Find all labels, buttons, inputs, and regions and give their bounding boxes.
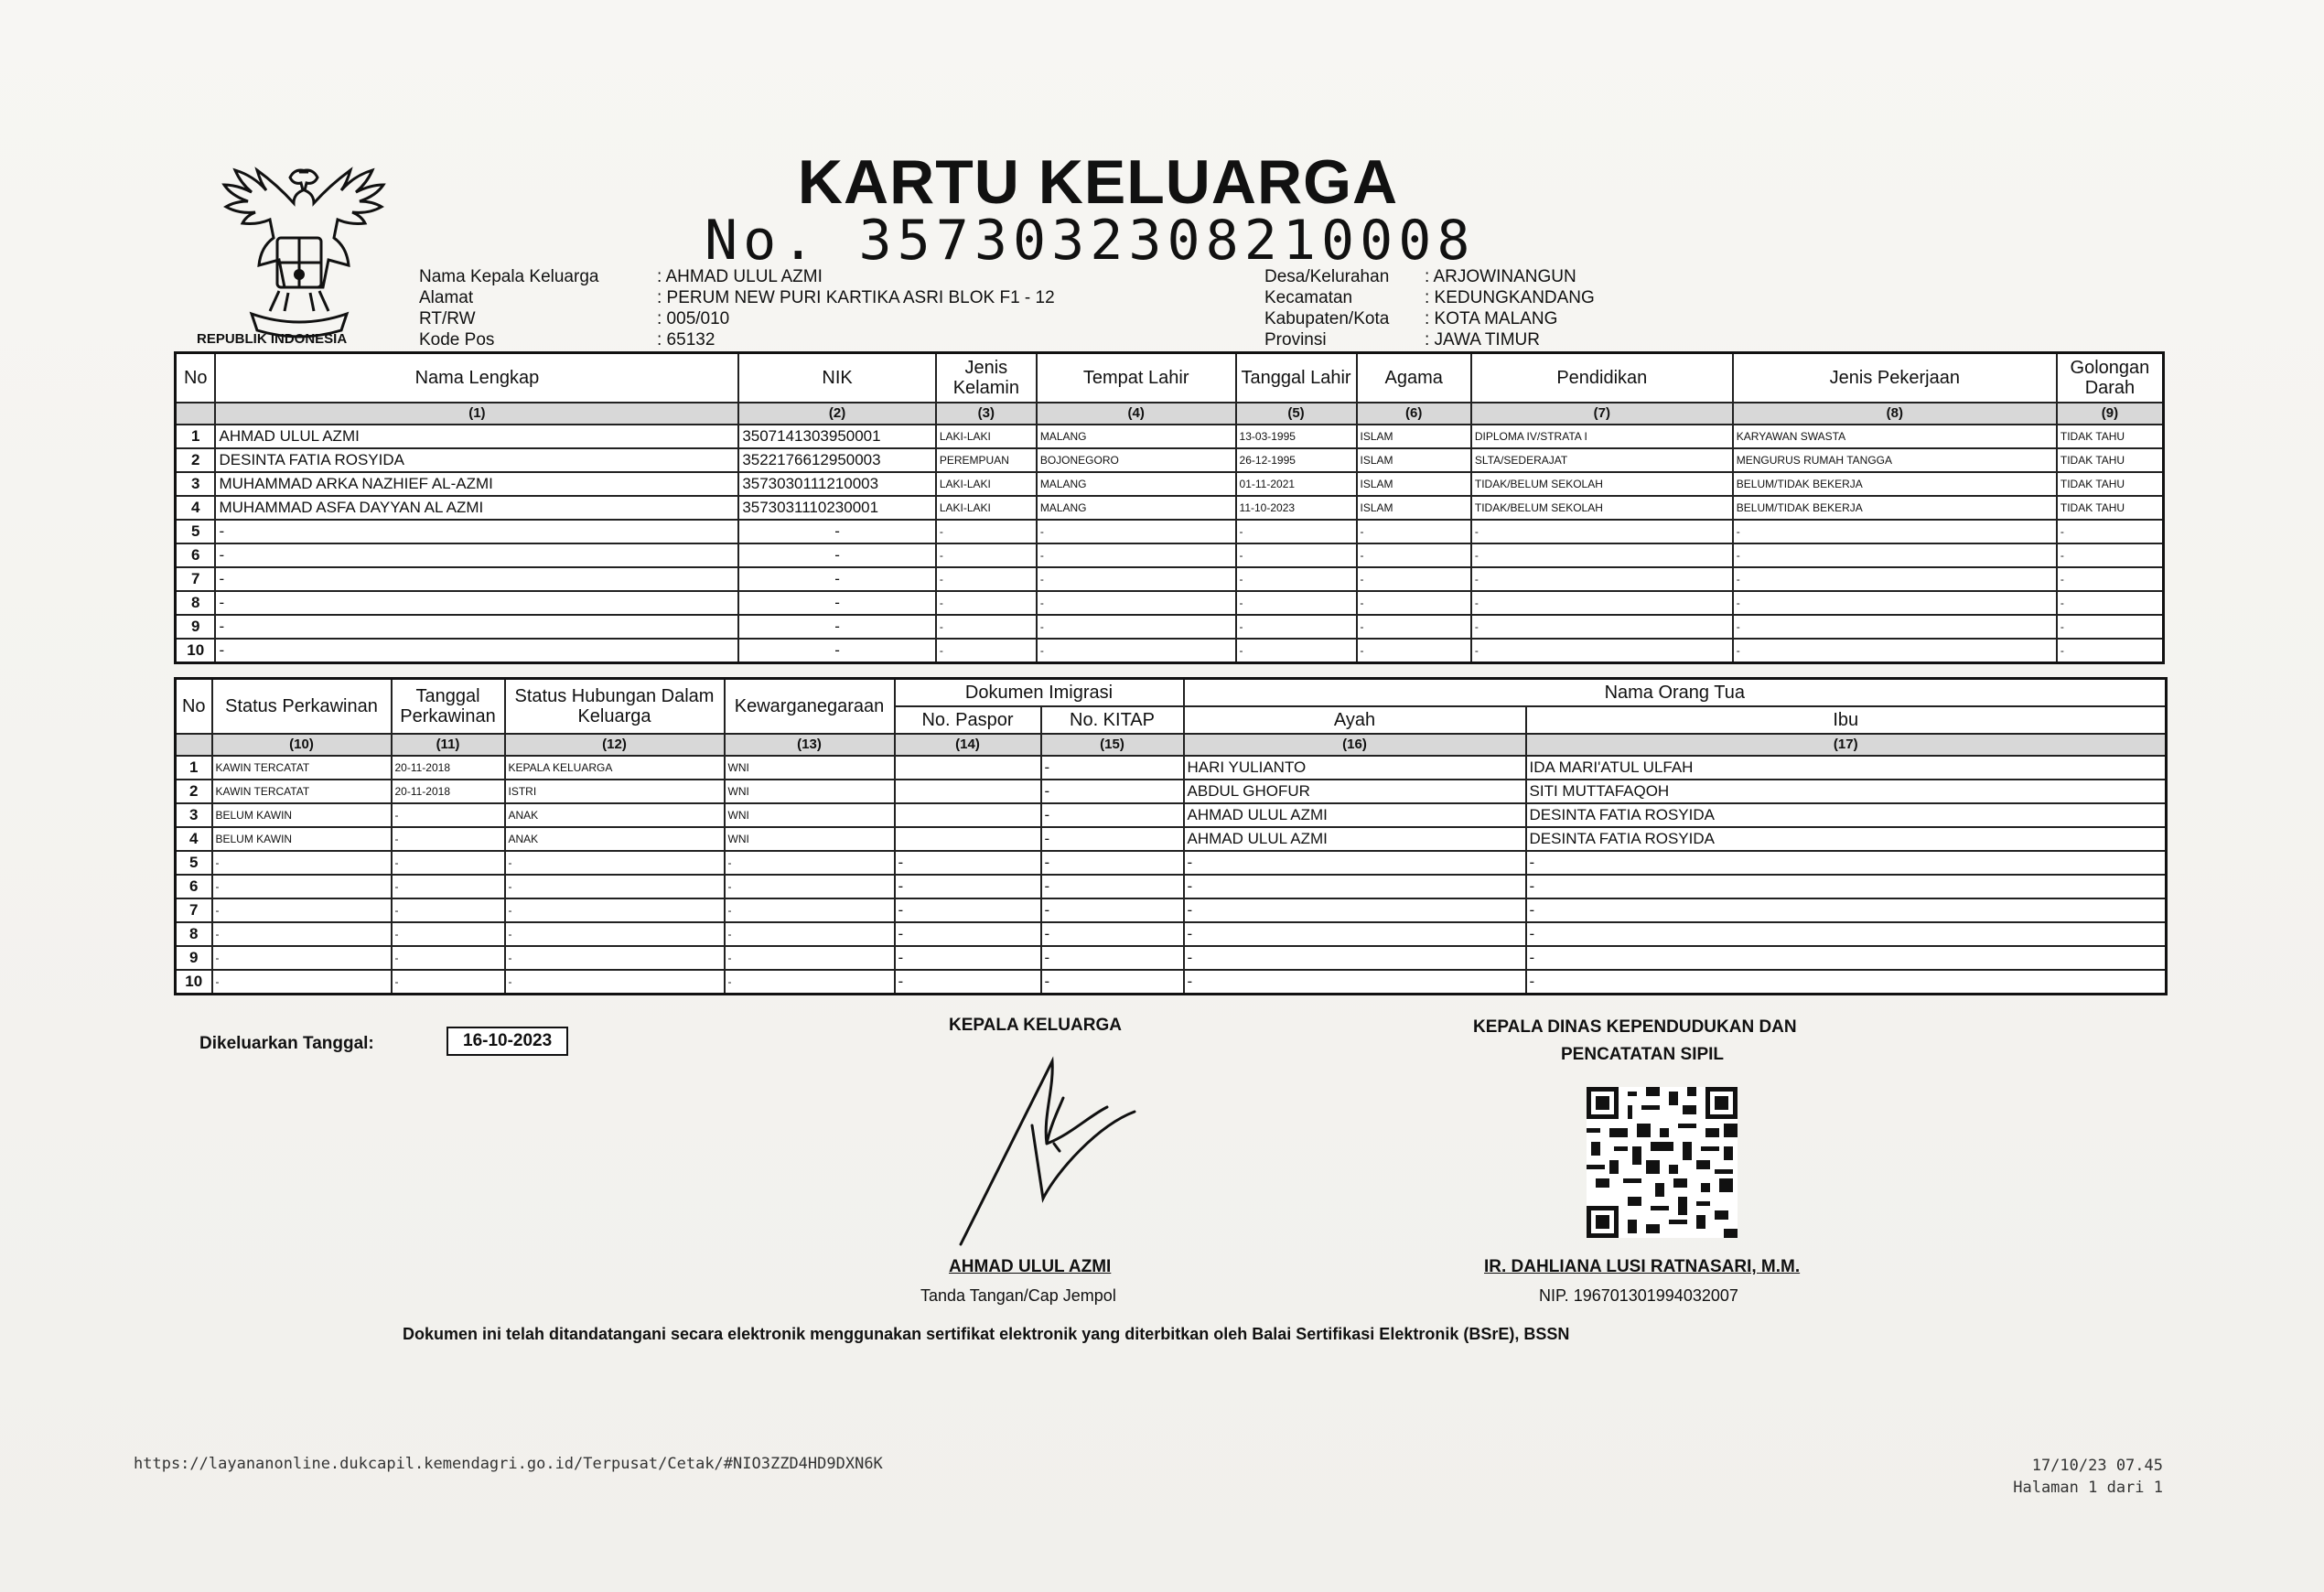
col-header: Dokumen Imigrasi	[895, 679, 1184, 706]
table-cell: -	[392, 875, 505, 898]
col-header: No. KITAP	[1041, 706, 1184, 734]
header-row-kodepos: Kode Pos : 65132	[419, 330, 715, 350]
table-cell: TIDAK TAHU	[2057, 425, 2164, 448]
table-cell: LAKI-LAKI	[936, 472, 1037, 496]
footer-page: Halaman 1 dari 1	[2013, 1479, 2163, 1497]
table-cell: -	[212, 851, 392, 875]
table-cell: BELUM KAWIN	[212, 803, 392, 827]
table-cell: -	[392, 898, 505, 922]
table-cell: -	[1733, 639, 2057, 663]
table-cell: -	[1041, 970, 1184, 995]
table-cell: MALANG	[1037, 496, 1236, 520]
table-cell: -	[2057, 615, 2164, 639]
header-row-provinsi: Provinsi : JAWA TIMUR	[1264, 330, 1540, 350]
table-cell: -	[215, 591, 738, 615]
table-header-row	[176, 679, 2167, 706]
table-row	[176, 496, 2164, 520]
table-cell: 13-03-1995	[1236, 425, 1357, 448]
table-cell: -	[2057, 543, 2164, 567]
qr-code-icon	[1587, 1087, 1738, 1238]
table-cell: -	[1733, 591, 2057, 615]
table-cell: -	[738, 543, 936, 567]
table-cell: -	[392, 922, 505, 946]
electronic-signature-statement: Dokumen ini telah ditandatangani secara elektronik menggunakan sertifikat elektronik yang diterbitkan oleh Balai Sertifikasi Elektronik (BSrE), BSSN	[403, 1325, 1570, 1343]
table-cell: -	[936, 615, 1037, 639]
table-cell: WNI	[725, 803, 895, 827]
table-cell: -	[936, 567, 1037, 591]
table-cell: -	[392, 851, 505, 875]
table-cell: -	[215, 639, 738, 663]
col-header: No. Paspor	[895, 706, 1041, 734]
table-cell: -	[2057, 520, 2164, 543]
signature-right-name: IR. DAHLIANA LUSI RATNASARI, M.M.	[1484, 1257, 1801, 1276]
table-cell: IDA MARI'ATUL ULFAH	[1526, 756, 2167, 780]
header-row-kepala: Nama Kepala Keluarga : AHMAD ULUL AZMI	[419, 267, 823, 286]
table-cell: -	[1236, 639, 1357, 663]
table-cell: -	[1041, 946, 1184, 970]
table-cell: -	[936, 520, 1037, 543]
table-row	[176, 756, 2167, 780]
col-number: (4)	[1037, 403, 1236, 425]
row-number: 2	[176, 780, 212, 803]
table-cell: -	[1526, 922, 2167, 946]
table-cell: KARYAWAN SWASTA	[1733, 425, 2057, 448]
table-cell: -	[1357, 639, 1471, 663]
table-cell: -	[1471, 591, 1733, 615]
col-number: (15)	[1041, 734, 1184, 756]
table-cell: 3573030111210003	[738, 472, 936, 496]
table-cell: -	[1037, 615, 1236, 639]
table-cell: -	[936, 591, 1037, 615]
table-cell: ISLAM	[1357, 472, 1471, 496]
row-number: 4	[176, 827, 212, 851]
row-number: 3	[176, 803, 212, 827]
col-header: Nama Orang Tua	[1184, 679, 2167, 706]
table-cell: -	[895, 970, 1041, 995]
table-cell: -	[1471, 543, 1733, 567]
col-number: (11)	[392, 734, 505, 756]
table-cell: TIDAK/BELUM SEKOLAH	[1471, 496, 1733, 520]
row-number: 8	[176, 922, 212, 946]
header-right	[1264, 266, 1595, 350]
table-cell: DESINTA FATIA ROSYIDA	[215, 448, 738, 472]
table-cell: -	[1526, 970, 2167, 995]
table-cell: -	[1041, 803, 1184, 827]
table-cell: -	[1041, 827, 1184, 851]
col-header: No	[176, 679, 212, 734]
table-row	[176, 970, 2167, 995]
col-number: (14)	[895, 734, 1041, 756]
col-header: No	[176, 353, 216, 403]
col-header: NIK	[738, 353, 936, 403]
table-cell: -	[1037, 639, 1236, 663]
table-cell: -	[1471, 567, 1733, 591]
table-cell: -	[1184, 875, 1526, 898]
table-cell: HARI YULIANTO	[1184, 756, 1526, 780]
row-number: 10	[176, 970, 212, 995]
family-members-table	[174, 351, 2165, 664]
col-number: (5)	[1236, 403, 1357, 425]
col-header: Ayah	[1184, 706, 1526, 734]
col-number: (16)	[1184, 734, 1526, 756]
table-cell: -	[1236, 591, 1357, 615]
table-cell: 20-11-2018	[392, 756, 505, 780]
table-cell: -	[738, 591, 936, 615]
row-number: 8	[176, 591, 216, 615]
row-number: 6	[176, 543, 216, 567]
signature-left-title: KEPALA KELUARGA	[949, 1016, 1122, 1035]
table-row	[176, 780, 2167, 803]
table-cell	[895, 756, 1041, 780]
table-cell: MENGURUS RUMAH TANGGA	[1733, 448, 2057, 472]
table-cell: -	[1184, 851, 1526, 875]
col-header: Ibu	[1526, 706, 2167, 734]
garuda-emblem-icon	[197, 154, 403, 355]
table-cell: MALANG	[1037, 425, 1236, 448]
row-number: 2	[176, 448, 216, 472]
table-cell: -	[1184, 970, 1526, 995]
row-number: 6	[176, 875, 212, 898]
table-cell: ANAK	[505, 803, 725, 827]
table-cell: -	[505, 875, 725, 898]
table-cell: -	[738, 615, 936, 639]
table-cell: AHMAD ULUL AZMI	[215, 425, 738, 448]
table-cell: PEREMPUAN	[936, 448, 1037, 472]
table-cell: -	[1357, 520, 1471, 543]
col-number: (6)	[1357, 403, 1471, 425]
table-cell: -	[725, 946, 895, 970]
col-number: (9)	[2057, 403, 2164, 425]
table-cell: -	[725, 922, 895, 946]
table-cell: -	[505, 851, 725, 875]
table-cell: -	[392, 946, 505, 970]
table-cell: -	[738, 639, 936, 663]
table-cell: KAWIN TERCATAT	[212, 780, 392, 803]
table-cell: WNI	[725, 827, 895, 851]
table-row	[176, 922, 2167, 946]
table-row	[176, 827, 2167, 851]
table-cell: -	[725, 875, 895, 898]
row-number: 3	[176, 472, 216, 496]
table-cell: -	[1357, 615, 1471, 639]
table-row	[176, 543, 2164, 567]
table-cell: BELUM KAWIN	[212, 827, 392, 851]
table-cell: ANAK	[505, 827, 725, 851]
row-number: 4	[176, 496, 216, 520]
table-cell: KEPALA KELUARGA	[505, 756, 725, 780]
handwritten-signature-icon	[952, 1052, 1144, 1253]
table-cell: -	[1357, 591, 1471, 615]
table-cell: -	[212, 970, 392, 995]
col-header: Nama Lengkap	[215, 353, 738, 403]
table-cell: 26-12-1995	[1236, 448, 1357, 472]
footer-url: https://layananonline.dukcapil.kemendagri.go.id/Terpusat/Cetak/#NIO3ZZD4HD9DXN6K	[134, 1455, 883, 1473]
table-cell: -	[392, 803, 505, 827]
table-row	[176, 472, 2164, 496]
table-cell	[895, 780, 1041, 803]
table-cell: -	[725, 851, 895, 875]
table-cell: 3507141303950001	[738, 425, 936, 448]
table-cell: -	[1733, 615, 2057, 639]
document-number: No. 3573032308210008	[705, 209, 1476, 273]
table-cell: DESINTA FATIA ROSYIDA	[1526, 827, 2167, 851]
table-cell: DIPLOMA IV/STRATA I	[1471, 425, 1733, 448]
table-cell: -	[1733, 567, 2057, 591]
table-cell: AHMAD ULUL AZMI	[1184, 827, 1526, 851]
table-cell: -	[1471, 520, 1733, 543]
row-number: 7	[176, 898, 212, 922]
col-header: Tanggal Lahir	[1236, 353, 1357, 403]
table-cell: WNI	[725, 780, 895, 803]
row-number: 5	[176, 851, 212, 875]
col-number: (10)	[212, 734, 392, 756]
civil-status-table	[174, 677, 2168, 995]
col-number: (12)	[505, 734, 725, 756]
table-cell: -	[1471, 615, 1733, 639]
col-number: (1)	[215, 403, 738, 425]
col-header: Jenis Kelamin	[936, 353, 1037, 403]
table-cell: -	[1041, 875, 1184, 898]
table-cell: -	[505, 970, 725, 995]
row-number: 9	[176, 946, 212, 970]
col-number: (8)	[1733, 403, 2057, 425]
table-cell: ISLAM	[1357, 448, 1471, 472]
table-cell: -	[1526, 946, 2167, 970]
table-row	[176, 946, 2167, 970]
header-row-rtrw: RT/RW : 005/010	[419, 309, 730, 328]
table-header-row	[176, 353, 2164, 403]
col-header: Tempat Lahir	[1037, 353, 1236, 403]
col-header: Golongan Darah	[2057, 353, 2164, 403]
table-cell	[895, 827, 1041, 851]
header-row-kabupaten: Kabupaten/Kota : KOTA MALANG	[1264, 309, 1558, 328]
col-header: Status Hubungan Dalam Keluarga	[505, 679, 725, 734]
table-cell: SITI MUTTAFAQOH	[1526, 780, 2167, 803]
table-cell: -	[1471, 639, 1733, 663]
issue-date-label: Dikeluarkan Tanggal:	[199, 1034, 374, 1053]
header-row-desa: Desa/Kelurahan : ARJOWINANGUN	[1264, 267, 1576, 286]
table-cell: ISTRI	[505, 780, 725, 803]
table-cell: -	[212, 875, 392, 898]
table-cell: -	[1041, 756, 1184, 780]
emblem-caption: REPUBLIK INDONESIA	[197, 331, 348, 347]
column-number-row	[176, 734, 2167, 756]
table-cell: -	[1041, 898, 1184, 922]
table-cell: BELUM/TIDAK BEKERJA	[1733, 496, 2057, 520]
signature-left-caption: Tanda Tangan/Cap Jempol	[920, 1286, 1116, 1305]
table-cell: -	[215, 615, 738, 639]
table-cell: -	[1041, 780, 1184, 803]
col-number: (3)	[936, 403, 1037, 425]
table-cell: -	[392, 970, 505, 995]
table-cell: -	[1037, 520, 1236, 543]
col-header: Tanggal Perkawinan	[392, 679, 505, 734]
row-number: 1	[176, 756, 212, 780]
table-cell: 3573031110230001	[738, 496, 936, 520]
table-cell: DESINTA FATIA ROSYIDA	[1526, 803, 2167, 827]
table-cell: -	[215, 543, 738, 567]
col-number: (2)	[738, 403, 936, 425]
table-cell: -	[212, 922, 392, 946]
table-cell: -	[505, 898, 725, 922]
table-cell: -	[1041, 851, 1184, 875]
table-cell: LAKI-LAKI	[936, 425, 1037, 448]
table-cell: -	[1733, 520, 2057, 543]
table-cell: -	[1037, 543, 1236, 567]
table-cell: -	[1526, 875, 2167, 898]
table-cell: -	[1733, 543, 2057, 567]
table-row	[176, 567, 2164, 591]
issue-date-value: 16-10-2023	[447, 1027, 568, 1056]
table-cell: BOJONEGORO	[1037, 448, 1236, 472]
table-cell: -	[392, 827, 505, 851]
table-cell: TIDAK/BELUM SEKOLAH	[1471, 472, 1733, 496]
table-cell: MUHAMMAD ARKA NAZHIEF AL-AZMI	[215, 472, 738, 496]
table-cell: 11-10-2023	[1236, 496, 1357, 520]
table-cell: -	[895, 875, 1041, 898]
table-cell: -	[1184, 922, 1526, 946]
table-cell: -	[936, 639, 1037, 663]
table-cell: TIDAK TAHU	[2057, 496, 2164, 520]
table-cell: -	[2057, 591, 2164, 615]
table-cell: 01-11-2021	[1236, 472, 1357, 496]
header-row-kecamatan: Kecamatan : KEDUNGKANDANG	[1264, 288, 1595, 307]
table-cell: -	[215, 520, 738, 543]
table-cell: -	[215, 567, 738, 591]
table-row	[176, 425, 2164, 448]
table-cell: -	[2057, 567, 2164, 591]
col-number	[176, 734, 212, 756]
table-cell: LAKI-LAKI	[936, 496, 1037, 520]
table-cell: -	[1184, 946, 1526, 970]
table-cell: -	[1037, 591, 1236, 615]
table-cell: MALANG	[1037, 472, 1236, 496]
table-cell: -	[1357, 567, 1471, 591]
table-row	[176, 898, 2167, 922]
table-row	[176, 875, 2167, 898]
table-cell: ISLAM	[1357, 425, 1471, 448]
table-cell: -	[895, 898, 1041, 922]
signature-right-title-1: KEPALA DINAS KEPENDUDUKAN DAN	[1473, 1017, 1797, 1037]
col-number: (7)	[1471, 403, 1733, 425]
row-number: 7	[176, 567, 216, 591]
table-cell: TIDAK TAHU	[2057, 448, 2164, 472]
table-cell: -	[1357, 543, 1471, 567]
col-header: Status Perkawinan	[212, 679, 392, 734]
table-row	[176, 639, 2164, 663]
row-number: 10	[176, 639, 216, 663]
table-cell: -	[505, 946, 725, 970]
table-cell: WNI	[725, 756, 895, 780]
table-cell: -	[212, 898, 392, 922]
table-cell: -	[1037, 567, 1236, 591]
table-cell: 3522176612950003	[738, 448, 936, 472]
table-cell: -	[1236, 543, 1357, 567]
row-number: 9	[176, 615, 216, 639]
table-row	[176, 803, 2167, 827]
col-number: (17)	[1526, 734, 2167, 756]
table-cell: -	[505, 922, 725, 946]
table-cell: -	[725, 898, 895, 922]
col-header: Agama	[1357, 353, 1471, 403]
table-cell: -	[1526, 898, 2167, 922]
table-cell: KAWIN TERCATAT	[212, 756, 392, 780]
table-cell: -	[212, 946, 392, 970]
col-header: Kewarganegaraan	[725, 679, 895, 734]
table-cell: ABDUL GHOFUR	[1184, 780, 1526, 803]
signature-right-title-2: PENCATATAN SIPIL	[1561, 1045, 1725, 1064]
table-cell: -	[1236, 520, 1357, 543]
table-row	[176, 448, 2164, 472]
table-cell: -	[895, 946, 1041, 970]
row-number: 5	[176, 520, 216, 543]
document-title: KARTU KELUARGA	[797, 147, 1399, 217]
footer-timestamp: 17/10/23 07.45	[2031, 1457, 2163, 1475]
table-cell: BELUM/TIDAK BEKERJA	[1733, 472, 2057, 496]
table-cell: -	[1184, 898, 1526, 922]
col-header: Pendidikan	[1471, 353, 1733, 403]
table-cell: -	[725, 970, 895, 995]
row-number: 1	[176, 425, 216, 448]
table-cell: -	[936, 543, 1037, 567]
col-header: Jenis Pekerjaan	[1733, 353, 2057, 403]
column-number-row	[176, 403, 2164, 425]
table-cell: 20-11-2018	[392, 780, 505, 803]
table-cell: -	[738, 520, 936, 543]
table-cell: -	[2057, 639, 2164, 663]
table-cell: MUHAMMAD ASFA DAYYAN AL AZMI	[215, 496, 738, 520]
table-row	[176, 520, 2164, 543]
signature-right-nip: NIP. 196701301994032007	[1539, 1286, 1738, 1305]
table-cell: -	[1236, 567, 1357, 591]
header-left	[419, 266, 1055, 350]
table-cell: -	[1236, 615, 1357, 639]
table-row	[176, 615, 2164, 639]
table-cell	[895, 803, 1041, 827]
table-cell: TIDAK TAHU	[2057, 472, 2164, 496]
col-number: (13)	[725, 734, 895, 756]
table-cell: -	[1041, 922, 1184, 946]
header-row-alamat: Alamat : PERUM NEW PURI KARTIKA ASRI BLOK F1 - 12	[419, 288, 1055, 307]
table-cell: AHMAD ULUL AZMI	[1184, 803, 1526, 827]
table-cell: -	[895, 851, 1041, 875]
table-row	[176, 591, 2164, 615]
signature-left-name: AHMAD ULUL AZMI	[949, 1257, 1112, 1276]
table-row	[176, 851, 2167, 875]
table-cell: ISLAM	[1357, 496, 1471, 520]
col-number	[176, 403, 216, 425]
table-cell: -	[1526, 851, 2167, 875]
table-cell: SLTA/SEDERAJAT	[1471, 448, 1733, 472]
table-cell: -	[895, 922, 1041, 946]
table-cell: -	[738, 567, 936, 591]
